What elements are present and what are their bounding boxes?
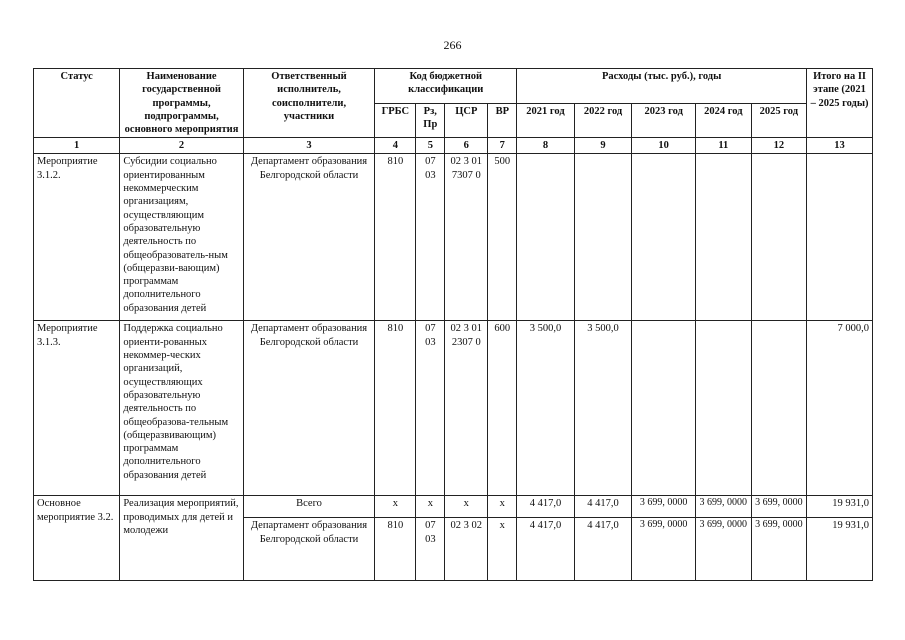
cell-executor: Департамент образования Белгородской области (243, 154, 375, 321)
cell-executor: Департамент образования Белгородской области (243, 321, 375, 496)
column-number: 13 (807, 138, 873, 154)
column-number: 6 (445, 138, 488, 154)
table-row (34, 496, 873, 518)
cell-rzpr: 07 03 (416, 518, 445, 581)
header-vr: ВР (488, 103, 517, 138)
cell-grbs: 810 (375, 518, 416, 581)
cell-2022: 4 417,0 (574, 518, 632, 581)
cell-2024: 3 699, 0000 (696, 496, 752, 518)
cell-executor: Департамент образования Белгородской области (243, 518, 375, 581)
cell-name: Поддержка социально ориенти-рованных некоммер-ческих организаций, осуществляющих образовательную деятельность по общеобразова-тельным (общеразвивающим) программам дополнительного образования детей (120, 321, 243, 496)
cell-total: 19 931,0 (807, 496, 873, 518)
header-name: Наименование государственной программы, подпрограммы, основного мероприятия (120, 69, 243, 138)
column-number-row (34, 138, 873, 154)
header-grbs: ГРБС (375, 103, 416, 138)
cell-2021: 3 500,0 (517, 321, 575, 496)
cell-2025: 3 699, 0000 (751, 518, 807, 581)
cell-csr: 02 3 01 7307 0 (445, 154, 488, 321)
cell-2022: 4 417,0 (574, 496, 632, 518)
header-csr: ЦСР (445, 103, 488, 138)
cell-status: Мероприятие 3.1.2. (34, 154, 120, 321)
cell-vr: х (488, 518, 517, 581)
column-number: 5 (416, 138, 445, 154)
cell-2021: 4 417,0 (517, 496, 575, 518)
cell-vr: х (488, 496, 517, 518)
cell-csr: х (445, 496, 488, 518)
column-number: 10 (632, 138, 696, 154)
header-budget-code: Код бюджетной классификации (375, 69, 517, 104)
cell-2022 (574, 154, 632, 321)
cell-vr: 600 (488, 321, 517, 496)
cell-vr: 500 (488, 154, 517, 321)
cell-total: 7 000,0 (807, 321, 873, 496)
cell-total (807, 154, 873, 321)
header-2022: 2022 год (574, 103, 632, 138)
cell-2023: 3 699, 0000 (632, 518, 696, 581)
header-row-1 (34, 69, 873, 104)
cell-2024 (696, 154, 752, 321)
cell-csr: 02 3 02 (445, 518, 488, 581)
column-number: 4 (375, 138, 416, 154)
cell-grbs: 810 (375, 154, 416, 321)
cell-executor: Всего (243, 496, 375, 518)
header-expenses: Расходы (тыс. руб.), годы (517, 69, 807, 104)
cell-rzpr: х (416, 496, 445, 518)
column-number: 9 (574, 138, 632, 154)
cell-grbs: х (375, 496, 416, 518)
budget-table (33, 68, 873, 581)
cell-2021 (517, 154, 575, 321)
table-row (34, 154, 873, 321)
cell-name: Субсидии социально ориентированным некоммерческим организациям, осуществляющим образовательную деятельность по общеобразователь-ным (общеразви-вающим) программам дополнительного образования детей (120, 154, 243, 321)
cell-total: 19 931,0 (807, 518, 873, 581)
cell-2022: 3 500,0 (574, 321, 632, 496)
column-number: 8 (517, 138, 575, 154)
header-executor: Ответственный исполнитель, соисполнители, участники (243, 69, 375, 138)
column-number: 11 (696, 138, 752, 154)
cell-2023 (632, 154, 696, 321)
cell-status: Основное мероприятие 3.2. (34, 496, 120, 581)
cell-rzpr: 07 03 (416, 154, 445, 321)
column-number: 12 (751, 138, 807, 154)
cell-2025: 3 699, 0000 (751, 496, 807, 518)
table-row (34, 321, 873, 496)
cell-status: Мероприятие 3.1.3. (34, 321, 120, 496)
header-2021: 2021 год (517, 103, 575, 138)
cell-rzpr: 07 03 (416, 321, 445, 496)
header-2023: 2023 год (632, 103, 696, 138)
cell-2025 (751, 321, 807, 496)
cell-2025 (751, 154, 807, 321)
column-number: 3 (243, 138, 375, 154)
cell-grbs: 810 (375, 321, 416, 496)
cell-2023 (632, 321, 696, 496)
header-status: Статус (34, 69, 120, 138)
cell-csr: 02 3 01 2307 0 (445, 321, 488, 496)
cell-2021: 4 417,0 (517, 518, 575, 581)
header-rzpr: Рз, Пр (416, 103, 445, 138)
cell-name: Реализация мероприятий, проводимых для детей и молодежи (120, 496, 243, 581)
header-2024: 2024 год (696, 103, 752, 138)
column-number: 1 (34, 138, 120, 154)
column-number: 7 (488, 138, 517, 154)
column-number: 2 (120, 138, 243, 154)
header-total: Итого на II этапе (2021 – 2025 годы) (807, 69, 873, 138)
cell-2024: 3 699, 0000 (696, 518, 752, 581)
cell-2023: 3 699, 0000 (632, 496, 696, 518)
header-2025: 2025 год (751, 103, 807, 138)
page-number: 266 (443, 38, 462, 52)
cell-2024 (696, 321, 752, 496)
